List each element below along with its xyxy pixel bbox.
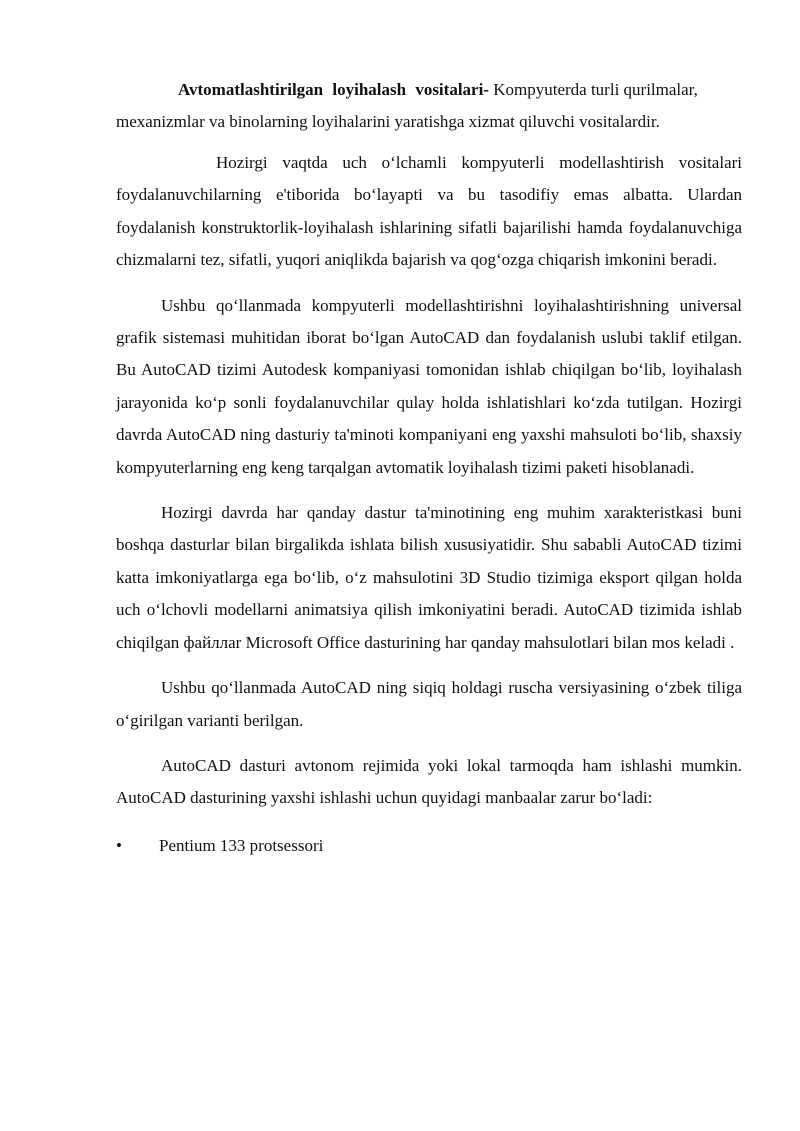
paragraph-4: Ushbu qo‘llanmada AutoCAD ning siqiq holdagi ruscha versiyasining o‘zbek tiliga o‘girilgan varianti berilgan. bbox=[116, 678, 742, 730]
bullet-text: Pentium 133 protsessori bbox=[159, 835, 324, 855]
paragraph-3: Hozirgi davrda har qanday dastur ta'minotining eng muhim xarakteristkasi buni boshqa dasturlar bilan birgalikda ishlata bilish xususiyatidir. Shu sababli AutoCAD tizimi katta imkoniyatlarga ega bo‘lib, o‘z mahsulotini 3D Studio tizimiga eksport qilgan holda uch o‘lchovli modellarni animatsiya qilish imkoniyatini beradi. AutoCAD tizimida ishlab chiqilgan файллar Microsoft Office dasturining har qanday mahsulotlari bilan mos keladi . bbox=[116, 503, 742, 652]
bullet-item bbox=[116, 831, 742, 861]
intro-text: Kompyuterda turli qurilmalar, mexanizmlar va binolarning loyihalarini yaratishga xizmat qiluvchi vositalardir. bbox=[116, 80, 698, 131]
section-heading: Avtomatlashtirilgan loyihalash vositalari- bbox=[178, 80, 489, 99]
document-page bbox=[116, 74, 742, 861]
paragraph-1: Hozirgi vaqtda uch o‘lchamli kompyuterli modellashtirish vositalari foydalanuvchilarning e'tiborida bo‘layapti va bu tasodifiy emas albatta. Ulardan foydalanish konstruktorlik-loyihalash ishlarining sifatli bajarilishi hamda foydalanuvchiga chizmalarni tez, sifatli, yuqori aniqlikda bajarish va qog‘ozga chiqarish imkonini beradi. bbox=[116, 153, 742, 270]
paragraph-5: AutoCAD dasturi avtonom rejimida yoki lokal tarmoqda ham ishlashi mumkin. AutoCAD dasturining yaxshi ishlashi uchun quyidagi manbaalar zarur bo‘ladi: bbox=[116, 755, 742, 808]
intro-paragraph bbox=[116, 74, 742, 138]
paragraph-2: Ushbu qo‘llanmada kompyuterli modellashtirishni loyihalashtirishning universal grafik sistemasi muhitidan iborat bo‘lgan AutoCAD dan foydalanish uslubi taklif etilgan. Bu AutoCAD tizimi Autodesk kompaniyasi tomonidan ishlab chiqilgan bo‘lib, loyihalash jarayonida ko‘p sonli foydalanuvchilar qulay holda ishlatishlari ko‘zda tutilgan. Hozirgi davrda AutoCAD ning dasturiy ta'minoti kompaniyani eng yaxshi mahsuloti bo‘lib, shaxsiy kompyuterlarning eng keng tarqalgan avtomatik loyihalash tizimi paketi hisoblanadi. bbox=[116, 295, 742, 477]
bullet-mark: • bbox=[116, 835, 122, 855]
